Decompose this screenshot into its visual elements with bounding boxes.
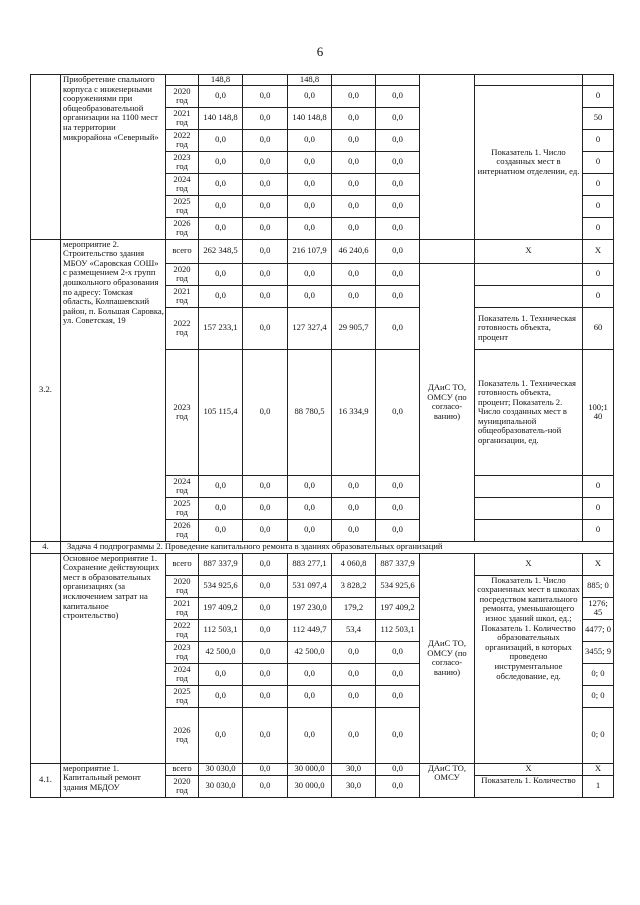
regional-cell: 0,0: [288, 497, 332, 519]
total-cell: 157 233,1: [199, 307, 243, 349]
indicator-cell: Показатель 1. Число сохраненных мест в школах посредством капитального ремонта, уменьшающего износ зданий школ, ед.; Показатель 1. Количество образовательных организаций, в которых проведено инструментальное обследование, ед.: [475, 575, 583, 763]
year-cell: 2022 год: [166, 619, 199, 641]
regional-cell: 112 449,7: [288, 619, 332, 641]
indicator-value-cell: 0: [583, 173, 614, 195]
indicator-cell: [475, 285, 583, 307]
local-cell: 30,0: [332, 775, 376, 797]
page-number: 6: [316, 44, 324, 59]
federal-cell: 0,0: [243, 239, 288, 263]
table-row: [31, 763, 614, 775]
total-cell: 0,0: [199, 151, 243, 173]
federal-cell: 0,0: [243, 349, 288, 475]
federal-cell: 0,0: [243, 685, 288, 707]
federal-cell: 0,0: [243, 597, 288, 619]
year-cell: 2020 год: [166, 263, 199, 285]
total-cell: 140 148,8: [199, 107, 243, 129]
other-cell: 0,0: [376, 173, 420, 195]
local-cell: 0,0: [332, 195, 376, 217]
local-cell: 0,0: [332, 285, 376, 307]
year-cell: 2023 год: [166, 641, 199, 663]
indicator-cell: Показатель 1. Число созданных мест в интернатном отделении, ед.: [475, 85, 583, 239]
local-cell: 29 905,7: [332, 307, 376, 349]
total-cell: 197 409,2: [199, 597, 243, 619]
federal-cell: 0,0: [243, 307, 288, 349]
regional-cell: 0,0: [288, 663, 332, 685]
other-cell: 0,0: [376, 475, 420, 497]
indicator-cell: [475, 75, 583, 86]
year-cell: 2024 год: [166, 173, 199, 195]
other-cell: 0,0: [376, 107, 420, 129]
indicator-value-cell: 0: [583, 85, 614, 107]
other-cell: 0,0: [376, 497, 420, 519]
other-cell: 0,0: [376, 151, 420, 173]
year-cell: 2026 год: [166, 707, 199, 763]
local-cell: 0,0: [332, 151, 376, 173]
federal-cell: 0,0: [243, 263, 288, 285]
local-cell: 0,0: [332, 497, 376, 519]
indicator-cell: Х: [475, 763, 583, 775]
indicator-value-cell: 0: [583, 195, 614, 217]
regional-cell: 531 097,4: [288, 575, 332, 597]
indicator-cell: Показатель 1. Количество: [475, 775, 583, 797]
other-cell: 0,0: [376, 349, 420, 475]
year-cell: 2022 год: [166, 129, 199, 151]
year-cell: всего: [166, 239, 199, 263]
other-cell: 0,0: [376, 129, 420, 151]
total-cell: 0,0: [199, 85, 243, 107]
indicator-cell: Показатель 1. Техническая готовность объекта, процент: [475, 307, 583, 349]
other-cell: 0,0: [376, 763, 420, 775]
other-cell: 887 337,9: [376, 553, 420, 575]
total-cell: 0,0: [199, 497, 243, 519]
indicator-cell: Показатель 1. Техническая готовность объекта, процент; Показатель 2. Число созданных мест в муниципальной общеобразователь-ной организации, ед.: [475, 349, 583, 475]
local-cell: 0,0: [332, 129, 376, 151]
year-cell: 2020 год: [166, 575, 199, 597]
regional-cell: 197 230,0: [288, 597, 332, 619]
program-table: [30, 74, 614, 798]
total-cell: 0,0: [199, 195, 243, 217]
total-cell: 0,0: [199, 217, 243, 239]
indicator-cell: Х: [475, 553, 583, 575]
total-cell: 0,0: [199, 173, 243, 195]
total-cell: 534 925,6: [199, 575, 243, 597]
other-cell: 534 925,6: [376, 575, 420, 597]
local-cell: 0,0: [332, 663, 376, 685]
total-cell: 262 348,5: [199, 239, 243, 263]
indicator-value-cell: 60: [583, 307, 614, 349]
indicator-value-cell: Х: [583, 553, 614, 575]
other-cell: 0,0: [376, 307, 420, 349]
year-cell: 2025 год: [166, 195, 199, 217]
other-cell: [376, 75, 420, 86]
local-cell: 16 334,9: [332, 349, 376, 475]
num-cell: 4.1.: [31, 763, 61, 797]
other-cell: 0,0: [376, 285, 420, 307]
local-cell: 0,0: [332, 707, 376, 763]
local-cell: 3 828,2: [332, 575, 376, 597]
total-cell: 148,8: [199, 75, 243, 86]
federal-cell: 0,0: [243, 553, 288, 575]
indicator-value-cell: 0; 0: [583, 707, 614, 763]
local-cell: 179,2: [332, 597, 376, 619]
federal-cell: 0,0: [243, 641, 288, 663]
indicator-value-cell: 0: [583, 497, 614, 519]
federal-cell: 0,0: [243, 285, 288, 307]
local-cell: 0,0: [332, 217, 376, 239]
other-cell: 0,0: [376, 775, 420, 797]
total-cell: 0,0: [199, 707, 243, 763]
local-cell: 0,0: [332, 85, 376, 107]
local-cell: 0,0: [332, 641, 376, 663]
regional-cell: 148,8: [288, 75, 332, 86]
year-cell: 2023 год: [166, 151, 199, 173]
regional-cell: 0,0: [288, 707, 332, 763]
regional-cell: 883 277,1: [288, 553, 332, 575]
other-cell: 0,0: [376, 217, 420, 239]
regional-cell: 140 148,8: [288, 107, 332, 129]
federal-cell: 0,0: [243, 497, 288, 519]
local-cell: 0,0: [332, 519, 376, 541]
federal-cell: 0,0: [243, 173, 288, 195]
indicator-value-cell: 1: [583, 775, 614, 797]
executor-cell: [420, 75, 475, 240]
federal-cell: 0,0: [243, 107, 288, 129]
federal-cell: 0,0: [243, 519, 288, 541]
local-cell: 30,0: [332, 763, 376, 775]
indicator-value-cell: 1276; 45: [583, 597, 614, 619]
regional-cell: 30 000,0: [288, 763, 332, 775]
other-cell: 112 503,1: [376, 619, 420, 641]
federal-cell: 0,0: [243, 195, 288, 217]
indicator-cell: [475, 519, 583, 541]
other-cell: 0,0: [376, 685, 420, 707]
indicator-cell: [475, 263, 583, 285]
indicator-value-cell: 50: [583, 107, 614, 129]
total-cell: 0,0: [199, 519, 243, 541]
local-cell: 53,4: [332, 619, 376, 641]
federal-cell: 0,0: [243, 775, 288, 797]
federal-cell: [243, 75, 288, 86]
regional-cell: 0,0: [288, 151, 332, 173]
total-cell: 887 337,9: [199, 553, 243, 575]
total-cell: 0,0: [199, 129, 243, 151]
num-cell: 3.2.: [31, 239, 61, 541]
year-cell: 2025 год: [166, 497, 199, 519]
total-cell: 0,0: [199, 475, 243, 497]
year-cell: 2026 год: [166, 217, 199, 239]
year-cell: 2024 год: [166, 475, 199, 497]
year-cell: всего: [166, 553, 199, 575]
other-cell: 0,0: [376, 663, 420, 685]
indicator-value-cell: 3455; 9: [583, 641, 614, 663]
indicator-value-cell: 0: [583, 151, 614, 173]
measure-name: мероприятие 2. Строительство здания МБОУ «Саровская СОШ» с размещением 2-х групп дошкольного образования по адресу: Томская область, Колпашевский район, п. Большая Саровка, ул. Советская, 19: [61, 239, 166, 541]
federal-cell: 0,0: [243, 151, 288, 173]
year-cell: 2021 год: [166, 285, 199, 307]
year-cell: 2020 год: [166, 775, 199, 797]
indicator-value-cell: 0: [583, 285, 614, 307]
table-row: [31, 553, 614, 575]
executor-cell: ДАиС ТО, ОМСУ (по согласо-ванию): [420, 263, 475, 541]
regional-cell: 30 000,0: [288, 775, 332, 797]
indicator-value-cell: 0; 0: [583, 663, 614, 685]
measure-name: Основное мероприятие 1. Сохранение действующих мест в образовательных организациях (за исключением затрат на капитальное строительство): [61, 553, 166, 763]
indicator-value-cell: Х: [583, 239, 614, 263]
other-cell: 0,0: [376, 85, 420, 107]
local-cell: 46 240,6: [332, 239, 376, 263]
indicator-cell: [475, 497, 583, 519]
regional-cell: 216 107,9: [288, 239, 332, 263]
regional-cell: 0,0: [288, 519, 332, 541]
indicator-value-cell: 100;1 40: [583, 349, 614, 475]
local-cell: 0,0: [332, 475, 376, 497]
total-cell: 30 030,0: [199, 763, 243, 775]
local-cell: 0,0: [332, 685, 376, 707]
total-cell: 0,0: [199, 263, 243, 285]
regional-cell: 0,0: [288, 85, 332, 107]
indicator-value-cell: 0: [583, 475, 614, 497]
year-cell: 2020 год: [166, 85, 199, 107]
regional-cell: 0,0: [288, 129, 332, 151]
indicator-value-cell: 0: [583, 263, 614, 285]
year-cell: 2022 год: [166, 307, 199, 349]
year-cell: [166, 75, 199, 86]
regional-cell: 127 327,4: [288, 307, 332, 349]
regional-cell: 0,0: [288, 195, 332, 217]
measure-name: мероприятие 1. Капитальный ремонт здания МБДОУ: [61, 763, 166, 797]
indicator-cell: [475, 475, 583, 497]
table-body: [31, 75, 614, 798]
indicator-value-cell: [583, 75, 614, 86]
other-cell: 0,0: [376, 239, 420, 263]
year-cell: 2021 год: [166, 107, 199, 129]
local-cell: 0,0: [332, 173, 376, 195]
local-cell: 4 060,8: [332, 553, 376, 575]
federal-cell: 0,0: [243, 663, 288, 685]
total-cell: 112 503,1: [199, 619, 243, 641]
total-cell: 30 030,0: [199, 775, 243, 797]
federal-cell: 0,0: [243, 763, 288, 775]
other-cell: 0,0: [376, 707, 420, 763]
total-cell: 105 115,4: [199, 349, 243, 475]
regional-cell: 0,0: [288, 217, 332, 239]
regional-cell: 0,0: [288, 685, 332, 707]
indicator-cell: Х: [475, 239, 583, 263]
regional-cell: 0,0: [288, 263, 332, 285]
table-row: [31, 75, 614, 86]
task-num: 4.: [31, 541, 61, 553]
total-cell: 0,0: [199, 663, 243, 685]
indicator-value-cell: 0: [583, 129, 614, 151]
indicator-value-cell: Х: [583, 763, 614, 775]
num-cell: [31, 75, 61, 240]
federal-cell: 0,0: [243, 129, 288, 151]
federal-cell: 0,0: [243, 85, 288, 107]
federal-cell: 0,0: [243, 619, 288, 641]
measure-name: Приобретение спального корпуса с инженерными сооружениями при общеобразовательной организации на 1100 мест на территории микрорайона «Северный»: [61, 75, 166, 240]
other-cell: 0,0: [376, 195, 420, 217]
executor-cell: [420, 239, 475, 263]
regional-cell: 42 500,0: [288, 641, 332, 663]
indicator-value-cell: 0: [583, 217, 614, 239]
task-title: Задача 4 подпрограммы 2. Проведение капитального ремонта в зданиях образовательных организаций: [61, 541, 614, 553]
other-cell: 0,0: [376, 641, 420, 663]
indicator-value-cell: 0; 0: [583, 685, 614, 707]
table-row: [31, 239, 614, 263]
table-row: [31, 541, 614, 553]
regional-cell: 0,0: [288, 475, 332, 497]
regional-cell: 88 780,5: [288, 349, 332, 475]
total-cell: 0,0: [199, 685, 243, 707]
federal-cell: 0,0: [243, 575, 288, 597]
other-cell: 197 409,2: [376, 597, 420, 619]
year-cell: 2021 год: [166, 597, 199, 619]
year-cell: 2026 год: [166, 519, 199, 541]
total-cell: 0,0: [199, 285, 243, 307]
regional-cell: 0,0: [288, 173, 332, 195]
total-cell: 42 500,0: [199, 641, 243, 663]
executor-cell: ДАиС ТО, ОМСУ (по согласо-ванию): [420, 553, 475, 763]
indicator-value-cell: 0: [583, 519, 614, 541]
executor-cell: ДАиС ТО, ОМСУ: [420, 763, 475, 797]
indicator-value-cell: 885; 0: [583, 575, 614, 597]
year-cell: 2025 год: [166, 685, 199, 707]
year-cell: 2023 год: [166, 349, 199, 475]
indicator-value-cell: 4477; 0: [583, 619, 614, 641]
local-cell: [332, 75, 376, 86]
year-cell: всего: [166, 763, 199, 775]
local-cell: 0,0: [332, 263, 376, 285]
local-cell: 0,0: [332, 107, 376, 129]
federal-cell: 0,0: [243, 475, 288, 497]
federal-cell: 0,0: [243, 707, 288, 763]
other-cell: 0,0: [376, 263, 420, 285]
year-cell: 2024 год: [166, 663, 199, 685]
other-cell: 0,0: [376, 519, 420, 541]
regional-cell: 0,0: [288, 285, 332, 307]
num-cell: [31, 553, 61, 763]
federal-cell: 0,0: [243, 217, 288, 239]
